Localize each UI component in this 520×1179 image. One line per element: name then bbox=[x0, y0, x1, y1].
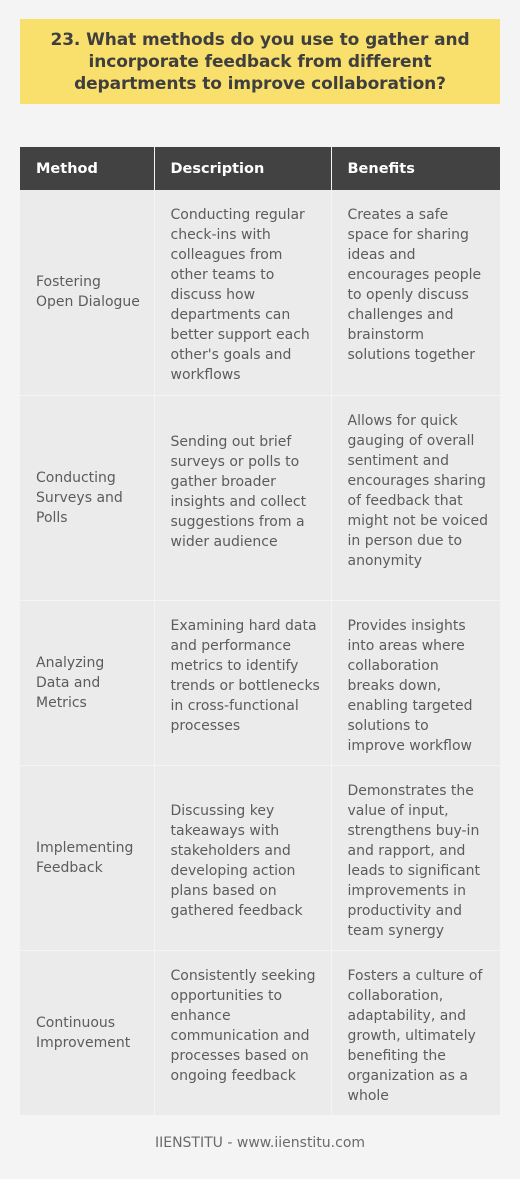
description-cell: Sending out brief surveys or polls to gather broader insights and collect suggestions from a wider audience bbox=[154, 395, 331, 600]
description-cell: Examining hard data and performance metrics to identify trends or bottlenecks in cross-functional processes bbox=[154, 600, 331, 765]
table-row bbox=[20, 765, 500, 950]
table-row bbox=[20, 190, 500, 395]
benefits-cell: Provides insights into areas where collaboration breaks down, enabling targeted solutions to improve workflow bbox=[331, 600, 500, 765]
method-cell: Analyzing Data and Metrics bbox=[20, 600, 154, 765]
method-cell: Fostering Open Dialogue bbox=[20, 190, 154, 395]
page-title: 23. What methods do you use to gather and incorporate feedback from different departments to improve collaboration? bbox=[50, 29, 470, 94]
table-row bbox=[20, 395, 500, 600]
benefits-cell: Creates a safe space for sharing ideas and encourages people to openly discuss challenges and brainstorm solutions together bbox=[331, 190, 500, 395]
table-row bbox=[20, 950, 500, 1115]
footer-credit: IIENSTITU - www.iienstitu.com bbox=[154, 1135, 366, 1151]
benefits-cell: Allows for quick gauging of overall sentiment and encourages sharing of feedback that might not be voiced in person due to anonymity bbox=[331, 395, 500, 600]
methods-table bbox=[20, 147, 500, 1116]
description-cell: Discussing key takeaways with stakeholders and developing action plans based on gathered feedback bbox=[154, 765, 331, 950]
benefits-cell: Fosters a culture of collaboration, adaptability, and growth, ultimately benefiting the organization as a whole bbox=[331, 950, 500, 1115]
header-method: Method bbox=[20, 147, 154, 190]
table-header-row bbox=[20, 147, 500, 190]
method-cell: Conducting Surveys and Polls bbox=[20, 395, 154, 600]
description-cell: Consistently seeking opportunities to enhance communication and processes based on ongoing feedback bbox=[154, 950, 331, 1115]
title-banner bbox=[20, 19, 500, 104]
method-cell: Continuous Improvement bbox=[20, 950, 154, 1115]
table-row bbox=[20, 600, 500, 765]
method-cell: Implementing Feedback bbox=[20, 765, 154, 950]
header-description: Description bbox=[154, 147, 331, 190]
benefits-cell: Demonstrates the value of input, strengthens buy-in and rapport, and leads to significant improvements in productivity and team synergy bbox=[331, 765, 500, 950]
header-benefits: Benefits bbox=[331, 147, 500, 190]
description-cell: Conducting regular check-ins with colleagues from other teams to discuss how departments can better support each other's goals and workflows bbox=[154, 190, 331, 395]
